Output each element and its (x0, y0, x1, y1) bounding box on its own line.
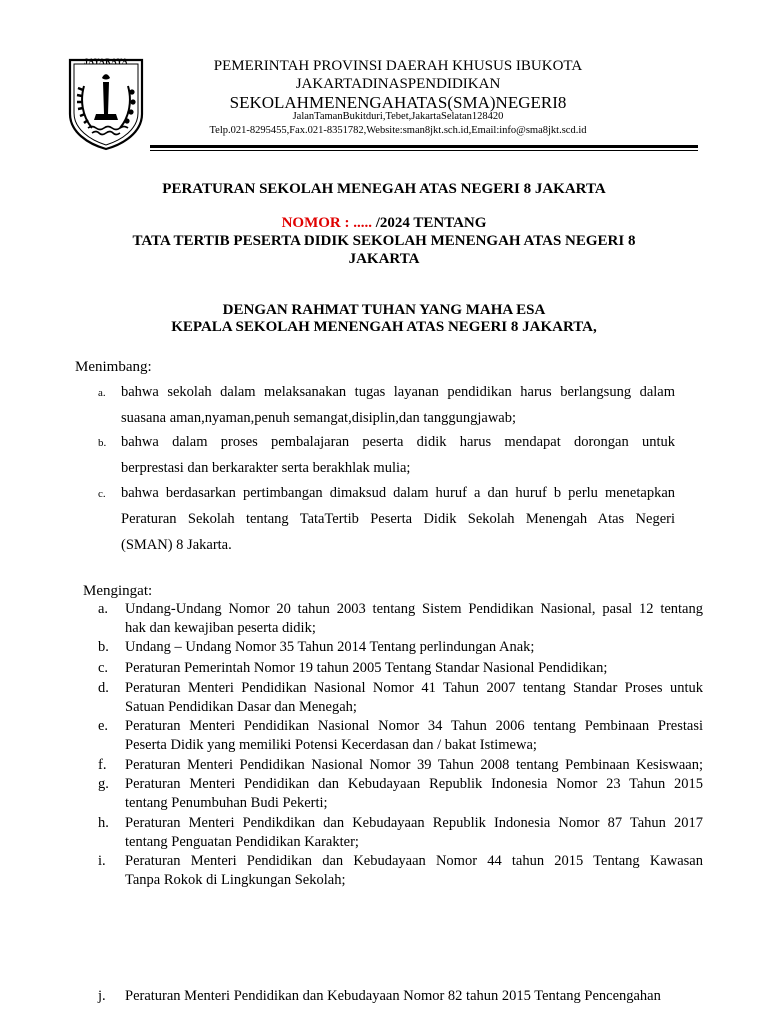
mengingat-item-line: Peserta Didik yang memiliki Potensi Kecerdasan dan / bakat Istimewa; (125, 737, 537, 753)
mengingat-item (125, 659, 703, 678)
menimbang-item-line: bahwa sekolah dalam melaksanakan tugas layanan pendidikan harus berlangsung dalam (121, 384, 675, 400)
mengingat-item-line: hak dan kewajiban peserta didik; (125, 620, 316, 636)
headmaster-heading: KEPALA SEKOLAH MENENGAH ATAS NEGERI 8 JAKARTA, (171, 319, 597, 335)
mengingat-item (125, 814, 703, 852)
menimbang-item (121, 379, 675, 431)
jayaraya-emblem-icon (66, 56, 146, 151)
letterhead-divider-thin (150, 150, 698, 151)
regulation-subject-line2: JAKARTA (348, 251, 420, 267)
regulation-subject-line1: TATA TERTIB PESERTA DIDIK SEKOLAH MENENGAH ATAS NEGERI 8 (132, 233, 636, 249)
menimbang-item (121, 429, 675, 481)
mengingat-item-line: Peraturan Pemerintah Nomor 19 tahun 2005 Tentang Standar Nasional Pendidikan; (125, 660, 608, 676)
menimbang-item-line: suasana aman,nyaman,penuh semangat,disiplin,dan tanggungjawab; (121, 410, 517, 426)
mengingat-item-letter: c. (98, 660, 109, 676)
mengingat-item-line: Peraturan Menteri Pendikdikan dan Kebudayaan Republik Indonesia Nomor 87 Tahun 2017 (125, 815, 703, 831)
mengingat-item-letter: a. (98, 601, 109, 617)
mengingat-item (125, 775, 703, 813)
mengingat-item-letter: b. (98, 639, 109, 655)
menimbang-label: Menimbang: (75, 359, 152, 375)
mengingat-item-line: Tanpa Rokok di Lingkungan Sekolah; (125, 872, 346, 888)
nomor-label: NOMOR : ..... (281, 215, 372, 231)
mengingat-item-line: Undang – Undang Nomor 35 Tahun 2014 Tentang perlindungan Anak; (125, 639, 535, 655)
regulation-number (60, 214, 708, 232)
mengingat-item-letter: f. (98, 757, 107, 773)
mengingat-item-letter: g. (98, 776, 109, 792)
mengingat-item-line: Peraturan Menteri Pendidikan dan Kebudayaan Republik Indonesia Nomor 23 Tahun 2015 (125, 776, 703, 792)
mengingat-item (125, 600, 703, 638)
mengingat-item-line: Peraturan Menteri Pendidikan Nasional Nomor 39 Tahun 2008 tentang Pembinaan Kesiswaan; (125, 757, 703, 773)
mengingat-item-line: Peraturan Menteri Pendidikan Nasional Nomor 41 Tahun 2007 tentang Standar Proses untuk (125, 680, 703, 696)
letterhead-government: PEMERINTAH PROVINSI DAERAH KHUSUS IBUKOTA (213, 58, 583, 74)
menimbang-item-line: bahwa dalam proses pembalajaran peserta didik harus mendapat dorongan untuk (121, 434, 675, 450)
mengingat-item-letter: i. (98, 853, 106, 869)
mengingat-item-line: Undang-Undang Nomor 20 tahun 2003 tentang Sistem Pendidikan Nasional, pasal 12 tentang (125, 601, 703, 617)
mengingat-item-line: tentang Penguatan Pendidikan Karakter; (125, 834, 359, 850)
mengingat-item (125, 852, 703, 890)
regulation-title: PERATURAN SEKOLAH MENEGAH ATAS NEGERI 8 JAKARTA (162, 181, 606, 197)
letterhead-contact: Telp.021-8295455,Fax.021-8351782,Website:sman8jkt.sch.id,Email:info@sma8jkt.scd.id (209, 125, 587, 136)
mengingat-item (125, 987, 703, 1006)
menimbang-item-line: (SMAN) 8 Jakarta. (121, 537, 232, 553)
menimbang-item-line: berprestasi dan berkarakter serta berakhlak mulia; (121, 460, 411, 476)
letterhead-address: JalanTamanBukitduri,Tebet,JakartaSelatan128420 (292, 111, 504, 122)
mengingat-label: Mengingat: (83, 583, 153, 599)
letterhead-divider-thick (150, 145, 698, 148)
mengingat-item-line: Peraturan Menteri Pendidikan Nasional Nomor 34 Tahun 2006 tentang Pembinaan Prestasi (125, 718, 703, 734)
menimbang-item-letter: c. (98, 488, 106, 500)
mengingat-item (125, 756, 703, 775)
letterhead-school-name: SEKOLAHMENENGAHATAS(SMA)NEGERI8 (229, 93, 567, 112)
mengingat-item (125, 717, 703, 755)
blessing-heading: DENGAN RAHMAT TUHAN YANG MAHA ESA (222, 302, 546, 318)
logo-lettering: JAYARAYA (84, 57, 128, 66)
menimbang-item-line: Peraturan Sekolah tentang TataTertib Peserta Didik Sekolah Menengah Atas Negeri (121, 511, 675, 527)
menimbang-item-letter: a. (98, 387, 106, 399)
letterhead-agency: JAKARTADINASPENDIDIKAN (295, 76, 501, 92)
mengingat-item (125, 679, 703, 717)
mengingat-item-letter: j. (98, 988, 106, 1004)
mengingat-item-line: Peraturan Menteri Pendidikan dan Kebudayaan Nomor 82 tahun 2015 Tentang Pencengahan (125, 988, 661, 1004)
mengingat-item-line: Satuan Pendidikan Dasar dan Menegah; (125, 699, 357, 715)
menimbang-item-line: bahwa berdasarkan pertimbangan dimaksud dalam huruf a dan huruf b perlu menetapkan (121, 485, 675, 501)
menimbang-item-letter: b. (98, 437, 107, 449)
nomor-rest: /2024 TENTANG (371, 215, 487, 231)
menimbang-item (121, 480, 675, 558)
mengingat-item (125, 638, 703, 657)
mengingat-item-letter: d. (98, 680, 109, 696)
mengingat-item-line: tentang Penumbuhan Budi Pekerti; (125, 795, 328, 811)
mengingat-item-line: Peraturan Menteri Pendidikan dan Kebudayaan Nomor 44 tahun 2015 Tentang Kawasan (125, 853, 703, 869)
mengingat-item-letter: h. (98, 815, 109, 831)
mengingat-item-letter: e. (98, 718, 109, 734)
